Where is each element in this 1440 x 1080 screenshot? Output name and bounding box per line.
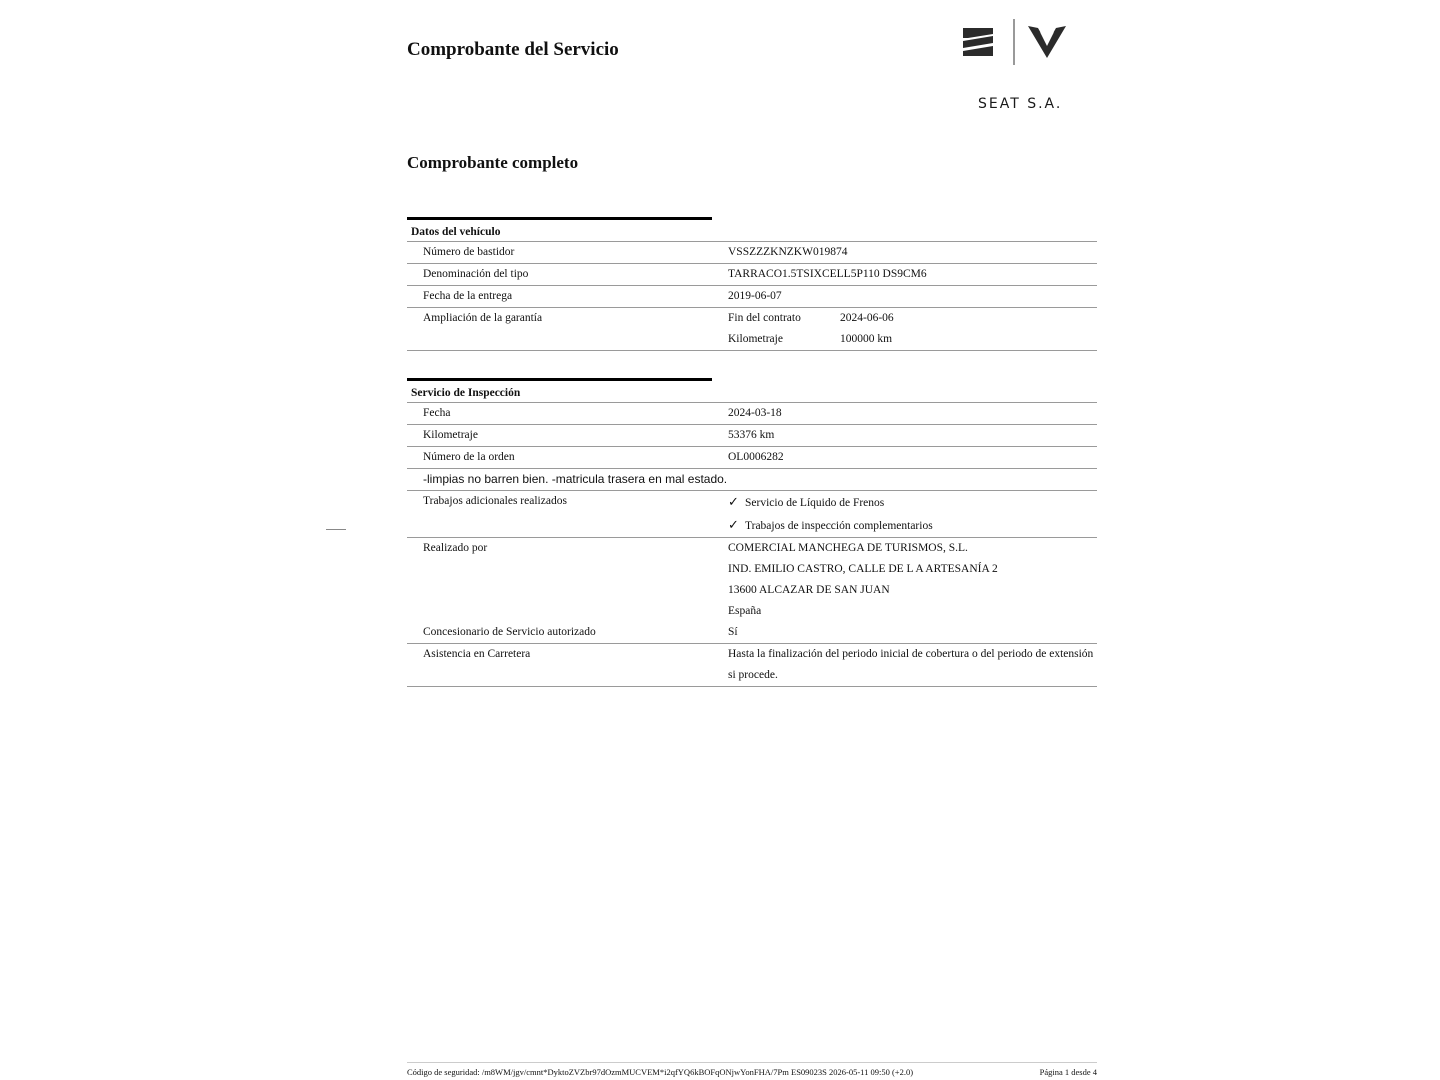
seat-logo-icon (963, 28, 993, 56)
row-value: Hasta la finalización del periodo inicial de cobertura o del periodo de extensión si procede. (728, 648, 1094, 681)
table-row (407, 622, 1097, 644)
table-row (407, 425, 1097, 447)
row-value: 2019-06-07 (728, 290, 782, 302)
list-item (728, 491, 1097, 514)
row-label: Ampliación de la garantía (423, 312, 543, 324)
row-label: Realizado por (423, 542, 488, 554)
row-value: 53376 km (728, 429, 775, 441)
row-value: Sí (728, 626, 738, 638)
sub-value: 100000 km (840, 333, 893, 345)
row-value: 2024-03-18 (728, 407, 782, 419)
vehicle-data-section (407, 217, 1097, 351)
row-label: Fecha de la entrega (423, 290, 513, 302)
table-row (407, 644, 1097, 687)
page-number: Página 1 desde 4 (1039, 1067, 1097, 1077)
sub-label: Kilometraje (728, 333, 783, 345)
inspection-section (407, 378, 1097, 687)
inspection-note: -limpias no barren bien. -matricula trasera en mal estado. (407, 469, 1097, 491)
row-value: OL0006282 (728, 451, 784, 463)
table-row (407, 403, 1097, 425)
table-row (407, 286, 1097, 308)
row-label: Número de la orden (423, 451, 515, 463)
margin-mark (326, 529, 346, 530)
row-value (712, 308, 1097, 350)
address-line: España (728, 605, 762, 617)
sub-value: 2024-06-06 (840, 312, 894, 324)
address-line: IND. EMILIO CASTRO, CALLE DE L A ARTESANÍA 2 (728, 563, 998, 575)
security-code: Código de seguridad: /m8WM/jgv/cmnt*DyktoZVZbr97dOzmMUCVEM*i2qfYQ6kBOFqONjwYonFHA/7Pm ES09023S 2026-05-11 09:50 (+2.0) (407, 1067, 914, 1077)
brand-name: SEAT S.A. (978, 96, 1063, 112)
row-label: Fecha (423, 407, 451, 419)
warranty-km-line (728, 329, 1097, 350)
checkmark-icon: ✓ (728, 517, 739, 533)
document-subtitle: Comprobante completo (407, 153, 579, 172)
table-row (407, 242, 1097, 264)
page-footer (407, 1062, 1097, 1080)
address-line: 13600 ALCAZAR DE SAN JUAN (728, 584, 890, 596)
extra-work-item: Trabajos de inspección complementarios (745, 519, 933, 532)
list-item (728, 514, 1097, 537)
row-value: TARRACO1.5TSIXCELL5P110 DS9CM6 (728, 268, 927, 280)
table-row (407, 264, 1097, 286)
row-label: Asistencia en Carretera (423, 648, 531, 660)
sub-label: Fin del contrato (728, 312, 801, 324)
row-value (712, 538, 1097, 622)
extra-work-item: Servicio de Líquido de Frenos (745, 496, 885, 509)
row-label: Número de bastidor (423, 246, 515, 258)
brand-logo (958, 16, 1078, 112)
table-row (407, 538, 1097, 622)
row-label: Trabajos adicionales realizados (423, 495, 567, 507)
section-heading: Datos del vehículo (407, 220, 1097, 242)
row-label: Kilometraje (423, 429, 478, 441)
checkmark-icon: ✓ (728, 494, 739, 510)
table-row (407, 491, 1097, 538)
row-label: Denominación del tipo (423, 268, 529, 280)
row-label: Concesionario de Servicio autorizado (423, 626, 596, 638)
cupra-logo-icon (1028, 26, 1066, 58)
warranty-end-line (728, 308, 1097, 329)
table-row (407, 308, 1097, 351)
table-row (407, 447, 1097, 469)
row-value: VSSZZZKNZKW019874 (728, 246, 848, 258)
address-line: COMERCIAL MANCHEGA DE TURISMOS, S.L. (728, 542, 968, 554)
row-value (712, 491, 1097, 537)
section-heading: Servicio de Inspección (407, 381, 1097, 403)
page-title: Comprobante del Servicio (407, 39, 619, 60)
